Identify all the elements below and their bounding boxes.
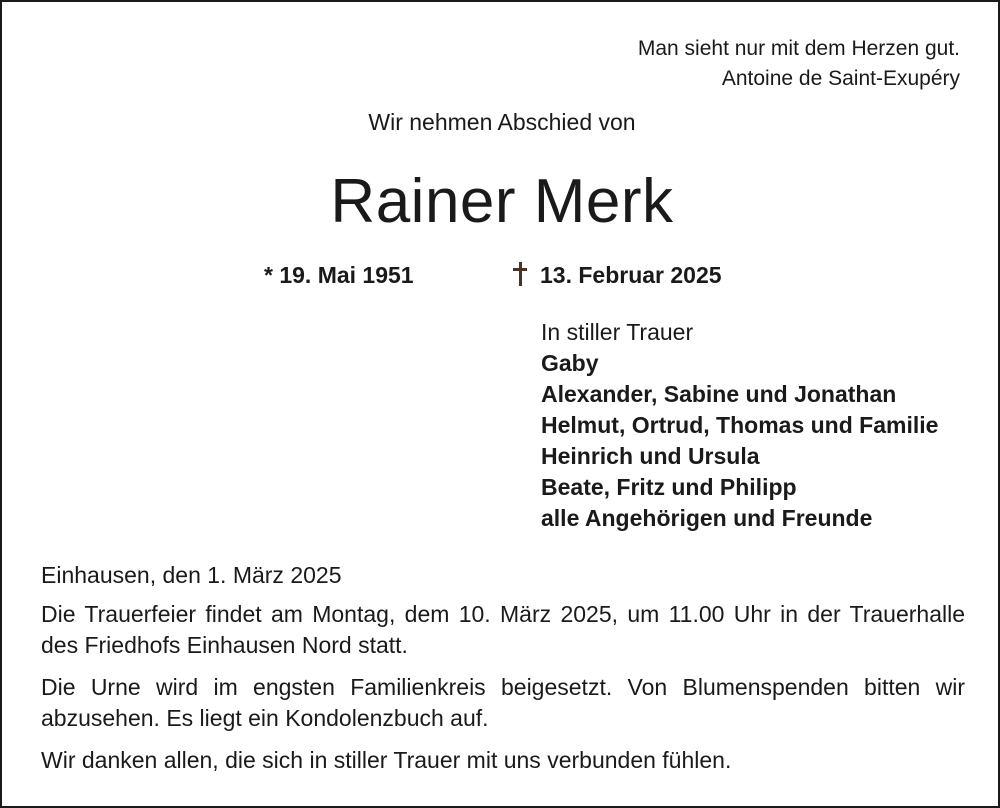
mourners-heading: In stiller Trauer (541, 319, 694, 345)
thanks-paragraph: Wir danken allen, die sich in stiller Trauer mit uns verbunden fühlen. (41, 747, 732, 773)
notice-body (41, 560, 965, 776)
ceremony-paragraph: Die Trauerfeier findet am Montag, dem 10. März 2025, um 11.00 Uhr in der Trauerhalle des Friedhofs Einhausen Nord statt. (41, 601, 965, 658)
mourner-name: Alexander, Sabine und Jonathan (541, 381, 897, 407)
mourner-name: Heinrich und Ursula (541, 443, 760, 469)
mourner-name: Beate, Fritz und Philipp (541, 474, 797, 500)
epigraph (638, 34, 960, 94)
deceased-name: Rainer Merk (330, 167, 674, 236)
birth-date: * 19. Mai 1951 (264, 262, 414, 288)
place-date: Einhausen, den 1. März 2025 (41, 562, 342, 588)
mourner-name: alle Angehörigen und Freunde (541, 505, 873, 531)
epigraph-author: Antoine de Saint-Exupéry (721, 67, 960, 90)
mourner-name: Helmut, Ortrud, Thomas und Familie (541, 412, 939, 438)
death-date: 13. Februar 2025 (540, 262, 722, 288)
death-date-line (512, 259, 722, 291)
mourners-list (541, 317, 938, 534)
urn-paragraph: Die Urne wird im engsten Familienkreis beigesetzt. Von Blumenspenden bitten wir abzusehen. Es liegt ein Kondolenzbuch auf. (41, 674, 965, 731)
epigraph-text: Man sieht nur mit dem Herzen gut. (637, 37, 960, 60)
cross-icon (512, 262, 528, 286)
intro-line: Wir nehmen Abschied von (368, 109, 636, 135)
mourner-name: Gaby (541, 350, 599, 376)
